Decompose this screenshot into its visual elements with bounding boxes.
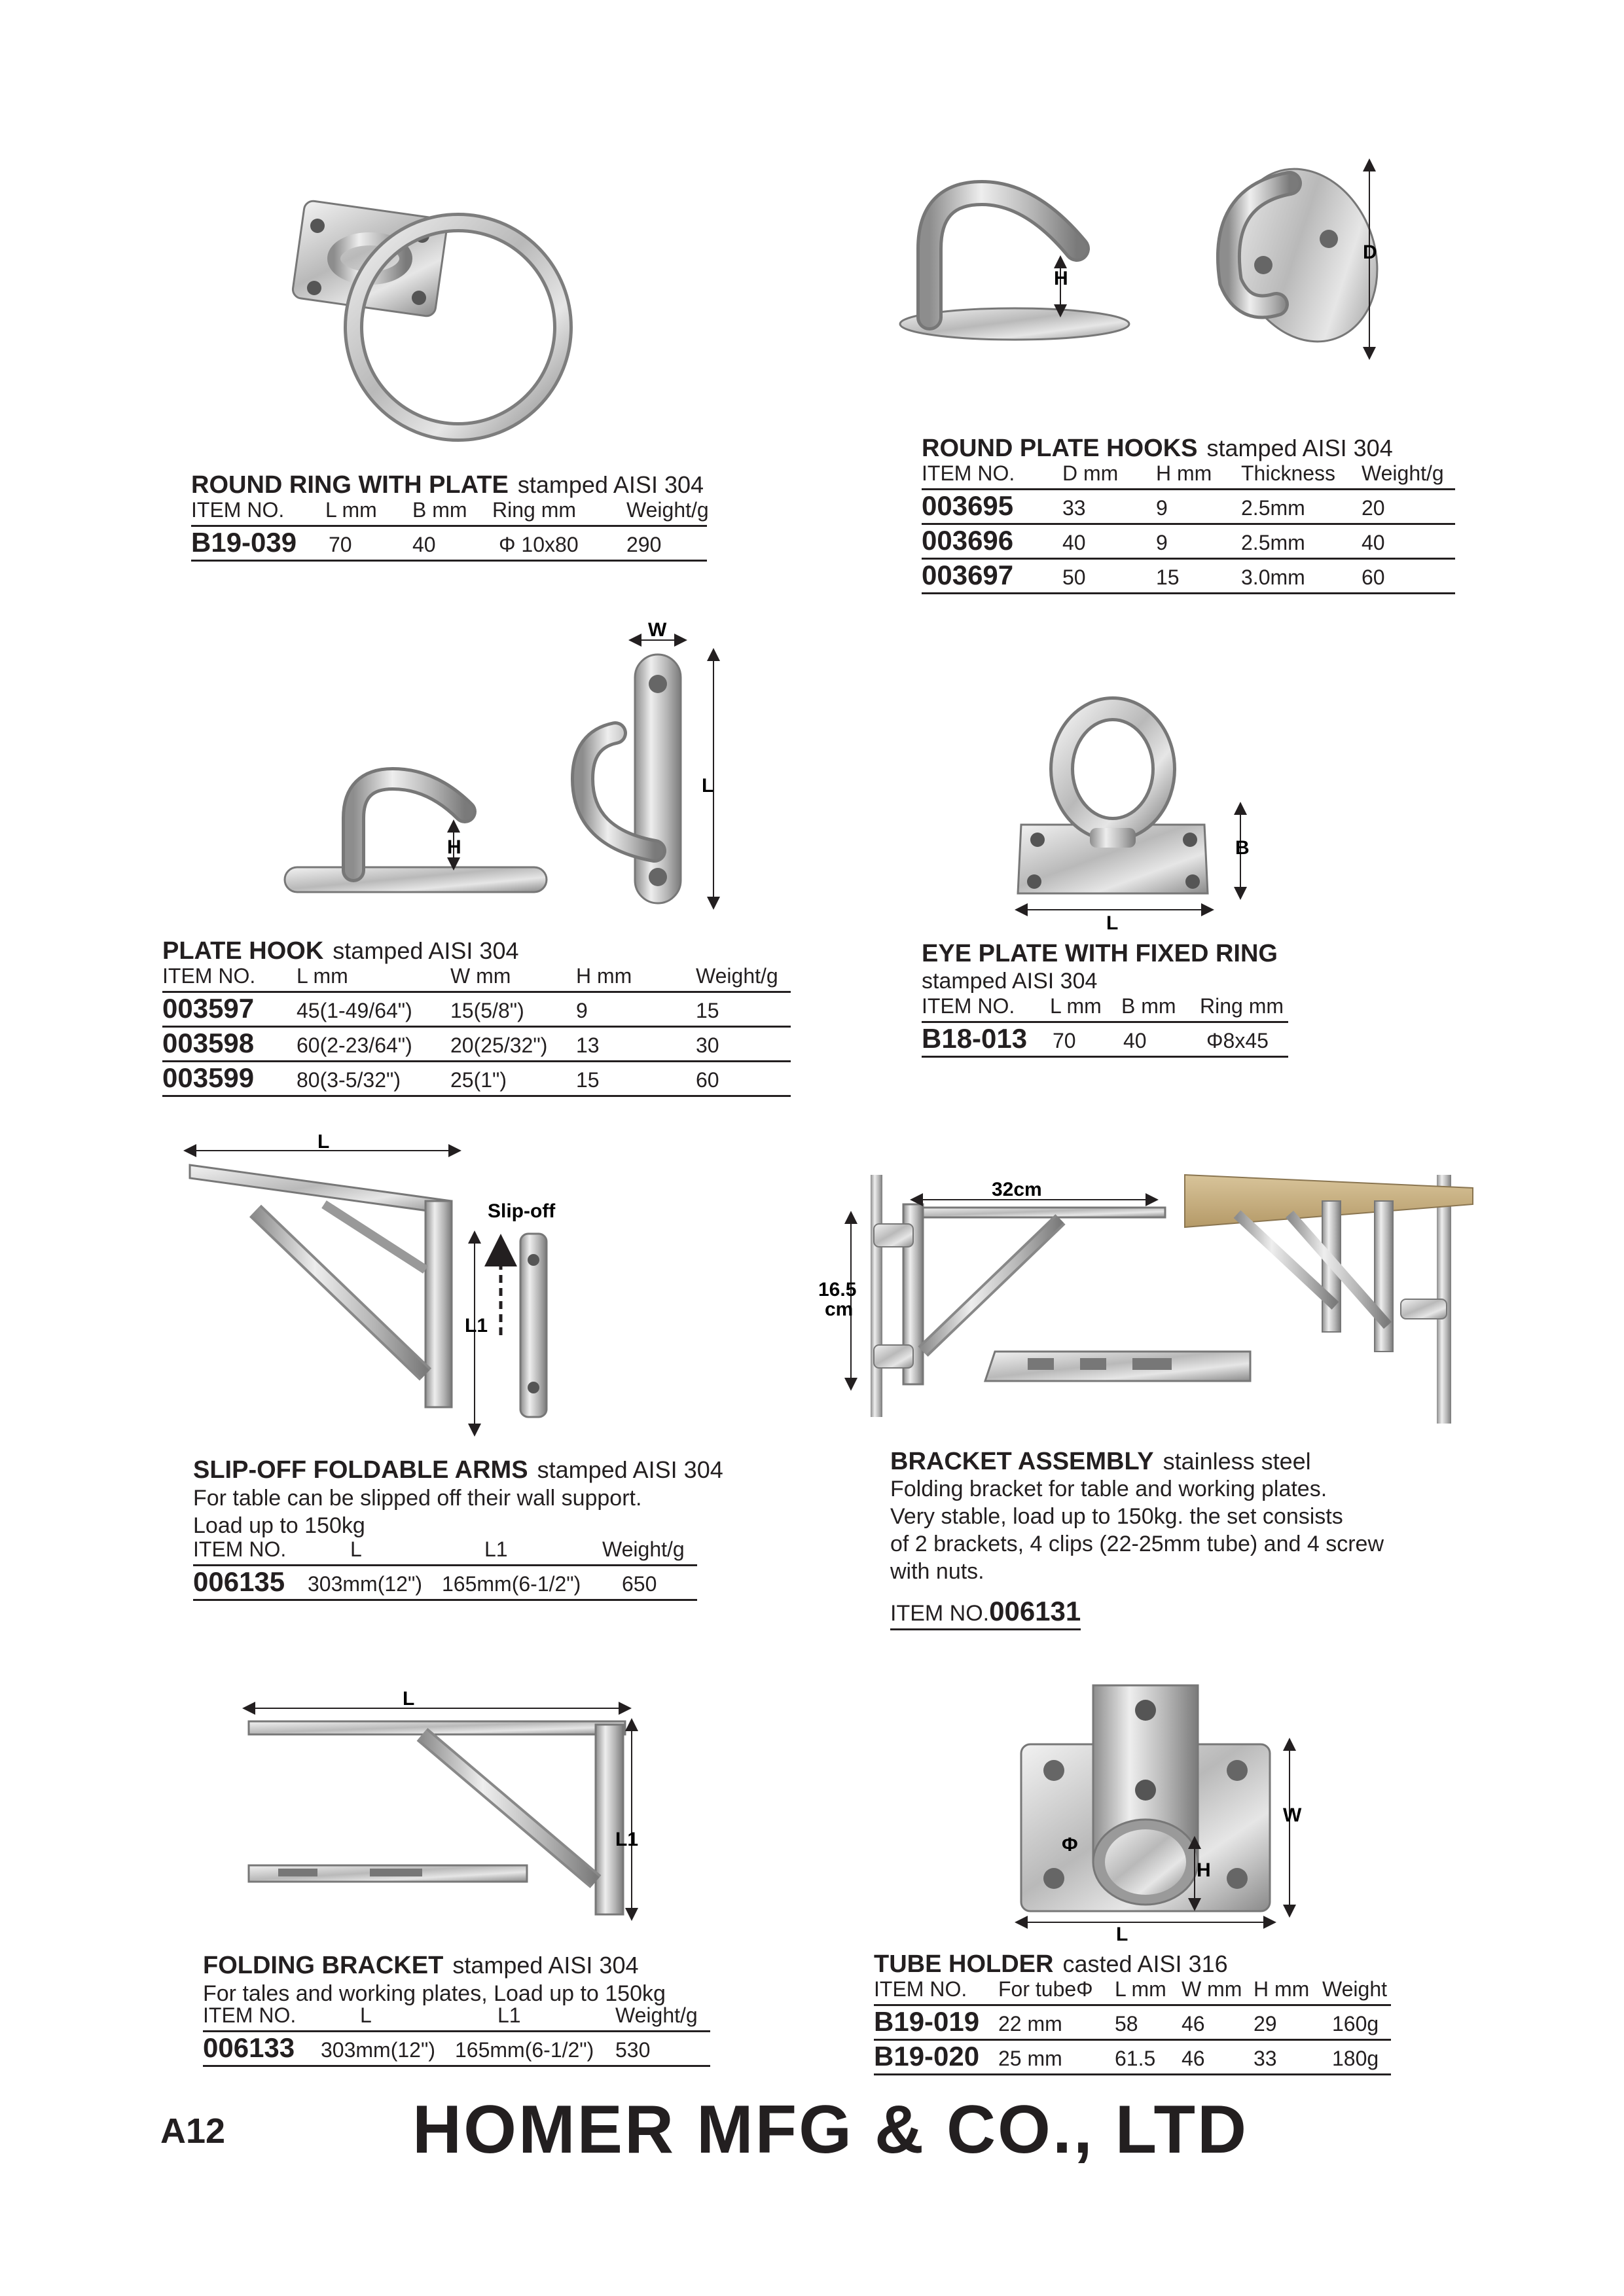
table-header: ITEM NO. L L1 Weight/g (203, 2004, 710, 2032)
dim-w-label: W (648, 619, 667, 641)
round-plate-hooks-table (922, 462, 1455, 594)
eye-plate-image (1008, 697, 1263, 933)
table-row: B19-019 22 mm 58 46 29 160g (874, 2006, 1391, 2041)
table-row: B19-039 70 40 Φ 10x80 290 (191, 527, 707, 562)
table-header: ITEM NO. For tubeΦ L mm W mm H mm Weight (874, 1978, 1391, 2006)
round-plate-hook-front-image (1191, 157, 1388, 367)
table-row: 003697 50 15 3.0mm 60 (922, 560, 1455, 594)
round-plate-hook-side-image (890, 177, 1139, 353)
slip-off-desc-2: Load up to 150kg (193, 1513, 365, 1538)
plate-hook-title: PLATE HOOK stamped AISI 304 (162, 937, 519, 965)
round-ring-with-plate-image (288, 183, 602, 471)
bracket-assembly-title: BRACKET ASSEMBLY stainless steel (890, 1448, 1311, 1475)
table-header: ITEM NO. L mm B mm Ring mm (922, 995, 1288, 1023)
folding-bracket-table (203, 2004, 710, 2067)
table-row: 003599 80(3-5/32") 25(1") 15 60 (162, 1062, 791, 1097)
folding-bracket-desc: For tales and working plates, Load up to 150kg (203, 1981, 666, 2006)
slip-off-desc-1: For table can be slipped off their wall support. (193, 1486, 642, 1511)
plate-hook-side-image (278, 766, 553, 903)
table-row: 003695 33 9 2.5mm 20 (922, 490, 1455, 525)
bracket-assembly-item: ITEM NO.006131 (890, 1596, 1081, 1630)
plate-hook-table (162, 965, 791, 1097)
table-row: B19-020 25 mm 61.5 46 33 180g (874, 2041, 1391, 2075)
table-header: ITEM NO. L mm W mm H mm Weight/g (162, 965, 791, 993)
table-row: 003696 40 9 2.5mm 40 (922, 525, 1455, 560)
tube-holder-title: TUBE HOLDER casted AISI 316 (874, 1950, 1228, 1978)
dim-w-label: W (1283, 1804, 1302, 1826)
table-header: ITEM NO. L mm B mm Ring mm Weight/g (191, 499, 707, 527)
dim-l-label: L (317, 1131, 330, 1153)
table-header: ITEM NO. L L1 Weight/g (193, 1538, 697, 1566)
dim-l-label: L (1116, 1924, 1128, 1945)
table-row: B18-013 70 40 Φ8x45 (922, 1023, 1288, 1058)
dim-b-label: B (1235, 837, 1250, 859)
table-row: 006135 303mm(12") 165mm(6-1/2") 650 (193, 1566, 697, 1601)
dim-h-label: H (1054, 268, 1068, 289)
bracket-assembly-image (818, 1168, 1159, 1424)
dim-h-label: H (447, 836, 461, 858)
eye-plate-title: EYE PLATE WITH FIXED RING (922, 940, 1278, 967)
dim-height-unit: cm (825, 1299, 854, 1320)
eye-plate-subtitle: stamped AISI 304 (922, 969, 1098, 994)
round-plate-hooks-title: ROUND PLATE HOOKS stamped AISI 304 (922, 435, 1393, 462)
table-row: 003598 60(2-23/64") 20(25/32") 13 30 (162, 1028, 791, 1062)
bracket-assembly-desc-1: Folding bracket for table and working plates. (890, 1477, 1327, 1501)
dim-phi-label: Φ (1062, 1834, 1078, 1856)
table-header: ITEM NO. D mm H mm Thickness Weight/g (922, 462, 1455, 490)
dim-l-label: L (1106, 912, 1119, 934)
tube-holder-table (874, 1978, 1391, 2075)
plate-hook-front-image (556, 619, 746, 936)
slip-off-arms-image (183, 1131, 589, 1446)
tube-holder-image (1008, 1666, 1309, 1945)
dim-d-label: D (1363, 242, 1377, 263)
folding-bracket-title: FOLDING BRACKET stamped AISI 304 (203, 1952, 639, 1979)
eye-plate-table (922, 995, 1288, 1058)
table-row: 003597 45(1-49/64") 15(5/8") 9 15 (162, 993, 791, 1028)
round-ring-title: ROUND RING WITH PLATE stamped AISI 304 (191, 471, 704, 499)
folding-bracket-image (239, 1685, 645, 1921)
round-ring-table (191, 499, 707, 562)
company-name: HOMER MFG & CO., LTD (412, 2092, 1249, 2168)
bracket-assembly-table-image (1185, 1175, 1473, 1424)
table-row: 006133 303mm(12") 165mm(6-1/2") 530 (203, 2032, 710, 2067)
dim-width-label: 32cm (992, 1179, 1042, 1200)
bracket-assembly-desc-4: with nuts. (890, 1559, 984, 1584)
page-code: A12 (160, 2111, 226, 2151)
bracket-assembly-desc-3: of 2 brackets, 4 clips (22-25mm tube) and 4 screw (890, 1532, 1384, 1556)
dim-l-label: L (702, 775, 714, 797)
slip-off-title: SLIP-OFF FOLDABLE ARMS stamped AISI 304 (193, 1456, 723, 1484)
dim-l1-label: L1 (465, 1315, 488, 1336)
slip-off-table (193, 1538, 697, 1601)
dim-l-label: L (403, 1688, 415, 1710)
dim-l1-label: L1 (615, 1829, 639, 1850)
dim-height-label: 16.5 (818, 1279, 857, 1300)
slip-off-label: Slip-off (488, 1200, 556, 1222)
bracket-assembly-desc-2: Very stable, load up to 150kg. the set consists (890, 1504, 1343, 1529)
dim-h-label: H (1197, 1859, 1211, 1881)
